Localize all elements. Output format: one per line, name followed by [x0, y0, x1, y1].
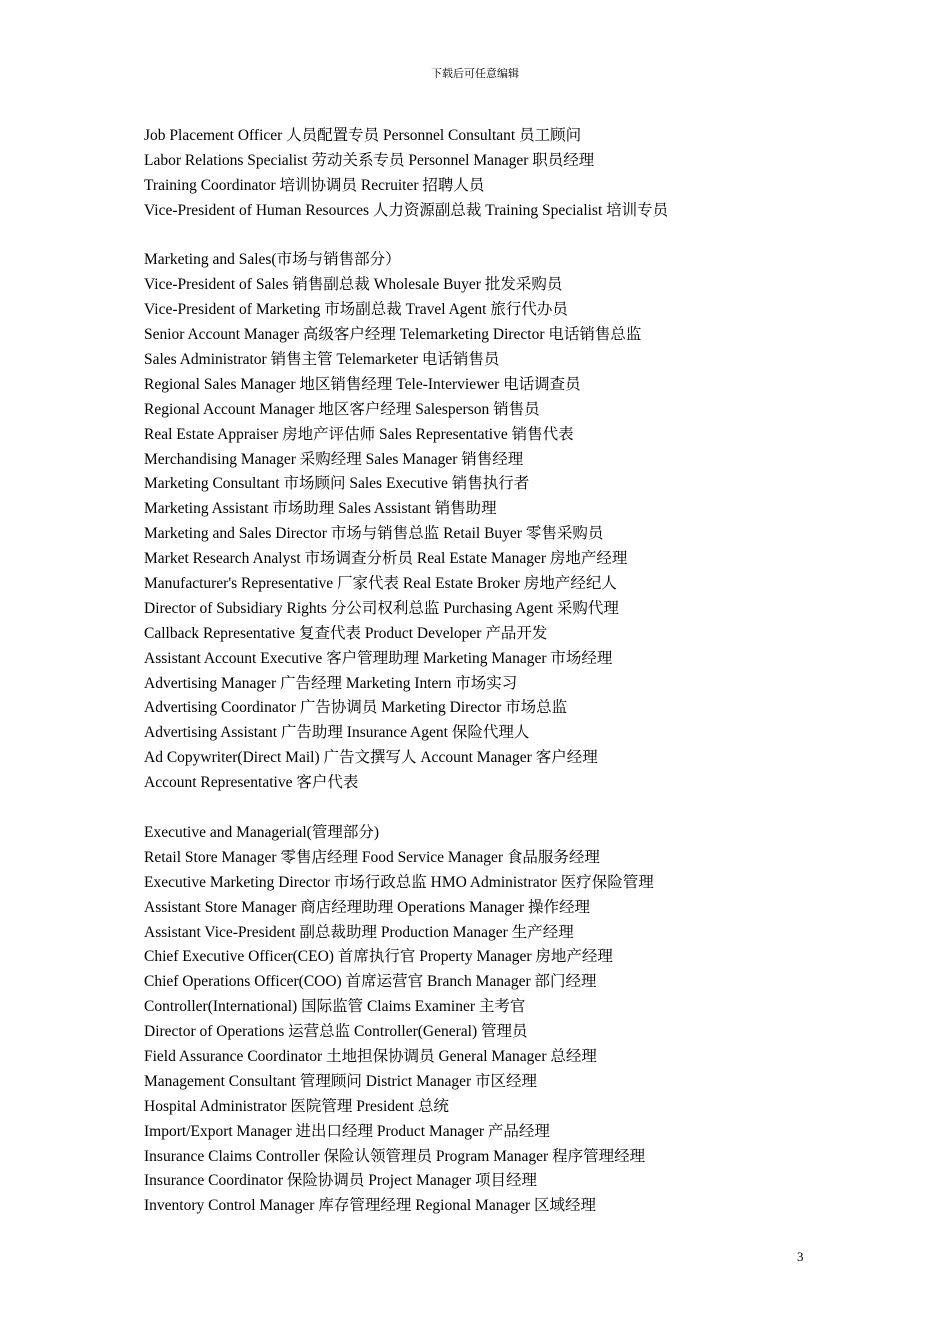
- text-line: Controller(International) 国际监管 Claims Examiner 主考官: [144, 998, 526, 1016]
- text-line: Director of Subsidiary Rights 分公司权利总监 Purchasing Agent 采购代理: [144, 599, 619, 617]
- text-line: Chief Executive Officer(CEO) 首席执行官 Property Manager 房地产经理: [144, 948, 613, 966]
- text-line: Merchandising Manager 采购经理 Sales Manager 销售经理: [144, 450, 524, 468]
- section-heading-executive-managerial: Executive and Managerial(管理部分): [144, 823, 379, 841]
- text-line: Field Assurance Coordinator 土地担保协调员 General Manager 总经理: [144, 1047, 597, 1065]
- text-line: Assistant Store Manager 商店经理助理 Operations Manager 操作经理: [144, 898, 590, 916]
- text-line: Executive Marketing Director 市场行政总监 HMO Administrator 医疗保险管理: [144, 873, 654, 891]
- text-line: Hospital Administrator 医院管理 President 总统: [144, 1097, 449, 1115]
- text-line: Chief Operations Officer(COO) 首席运营官 Branch Manager 部门经理: [144, 973, 597, 991]
- text-line: Retail Store Manager 零售店经理 Food Service Manager 食品服务经理: [144, 848, 600, 866]
- text-line: Insurance Claims Controller 保险认领管理员 Program Manager 程序管理经理: [144, 1147, 646, 1165]
- blank-line: [144, 796, 844, 821]
- text-line: Assistant Account Executive 客户管理助理 Marketing Manager 市场经理: [144, 649, 613, 667]
- text-line: Sales Administrator 销售主管 Telemarketer 电话销售员: [144, 351, 500, 369]
- text-line: Marketing Assistant 市场助理 Sales Assistant 销售助理: [144, 500, 497, 518]
- text-line: Marketing and Sales Director 市场与销售总监 Retail Buyer 零售采购员: [144, 525, 604, 543]
- text-line: Advertising Manager 广告经理 Marketing Intern 市场实习: [144, 674, 518, 692]
- document-body: [144, 124, 844, 1219]
- block-executive-managerial: [144, 821, 844, 1219]
- block-human-resources: [144, 124, 844, 224]
- text-line: Advertising Assistant 广告助理 Insurance Agent 保险代理人: [144, 724, 530, 742]
- text-line: Inventory Control Manager 库存管理经理 Regional Manager 区域经理: [144, 1197, 596, 1215]
- text-line: Account Representative 客户代表: [144, 774, 359, 792]
- text-line: Management Consultant 管理顾问 District Manager 市区经理: [144, 1072, 538, 1090]
- text-line: Real Estate Appraiser 房地产评估师 Sales Representative 销售代表: [144, 425, 574, 443]
- text-line: Vice-President of Marketing 市场副总裁 Travel Agent 旅行代办员: [144, 301, 568, 319]
- text-line: Vice-President of Human Resources 人力资源副总裁 Training Specialist 培训专员: [144, 201, 669, 219]
- text-line: Labor Relations Specialist 劳动关系专员 Personnel Manager 职员经理: [144, 151, 595, 169]
- text-line: Manufacturer's Representative 厂家代表 Real Estate Broker 房地产经纪人: [144, 575, 617, 593]
- text-line: Job Placement Officer 人员配置专员 Personnel Consultant 员工顾问: [144, 127, 582, 144]
- text-line: Callback Representative 复查代表 Product Developer 产品开发: [144, 624, 548, 642]
- blank-line: [144, 224, 844, 249]
- text-line: Regional Account Manager 地区客户经理 Salesperson 销售员: [144, 400, 540, 418]
- text-line: Vice-President of Sales 销售副总裁 Wholesale Buyer 批发采购员: [144, 276, 563, 294]
- text-line: Insurance Coordinator 保险协调员 Project Manager 项目经理: [144, 1172, 538, 1190]
- text-line: Regional Sales Manager 地区销售经理 Tele-Interviewer 电话调查员: [144, 375, 581, 393]
- text-line: Assistant Vice-President 副总裁助理 Production Manager 生产经理: [144, 923, 574, 941]
- text-line: Advertising Coordinator 广告协调员 Marketing Director 市场总监: [144, 699, 568, 717]
- block-marketing-sales: [144, 248, 844, 796]
- section-heading-marketing-sales: Marketing and Sales(市场与销售部分）: [144, 251, 401, 269]
- text-line: Market Research Analyst 市场调查分析员 Real Estate Manager 房地产经理: [144, 550, 628, 568]
- page-header-note: 下载后可任意编辑: [431, 68, 519, 80]
- text-line: Director of Operations 运营总监 Controller(General) 管理员: [144, 1023, 528, 1041]
- text-line: Ad Copywriter(Direct Mail) 广告文撰写人 Account Manager 客户经理: [144, 749, 598, 767]
- text-line: Training Coordinator 培训协调员 Recruiter 招聘人员: [144, 176, 485, 194]
- text-line: Import/Export Manager 进出口经理 Product Manager 产品经理: [144, 1122, 550, 1140]
- page-number: 3: [797, 1249, 804, 1264]
- text-line: Marketing Consultant 市场顾问 Sales Executive 销售执行者: [144, 475, 530, 493]
- text-line: Senior Account Manager 高级客户经理 Telemarketing Director 电话销售总监: [144, 326, 642, 344]
